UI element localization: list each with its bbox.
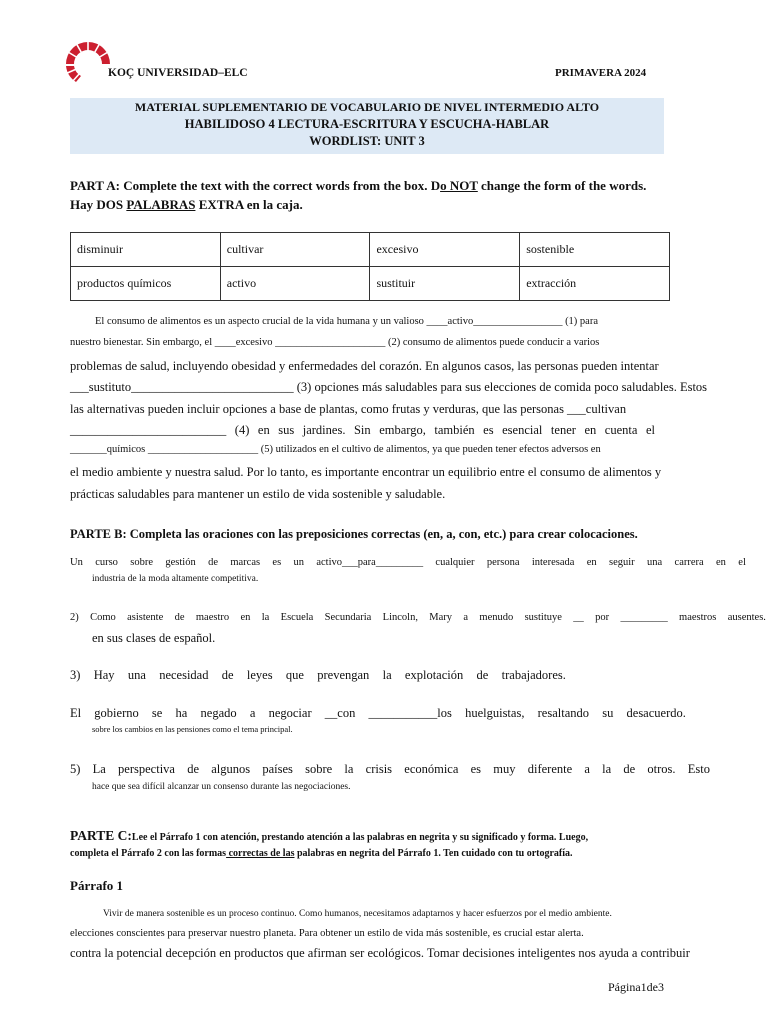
word: es xyxy=(483,423,494,437)
word: negociar xyxy=(268,706,312,720)
word: su xyxy=(602,706,614,720)
word: seguir xyxy=(609,557,635,568)
word: una xyxy=(647,557,663,568)
word: 5) xyxy=(70,762,81,776)
word: perspectiva xyxy=(118,762,175,776)
word: carrera xyxy=(674,557,704,568)
word: ___________los xyxy=(368,706,452,720)
paragraph-line: El consumo de alimentos es un aspecto crucial de la vida humana y un valioso ____activo_________________ (1) para xyxy=(95,316,599,327)
word: la xyxy=(261,612,270,623)
word: sobre xyxy=(130,557,154,568)
word: en xyxy=(584,423,597,437)
word: otros. xyxy=(647,762,676,776)
word: la xyxy=(382,668,392,682)
word: Como xyxy=(90,612,116,623)
word: la xyxy=(602,762,612,776)
word: en xyxy=(716,557,726,568)
word: La xyxy=(92,762,106,776)
word: huelguistas, xyxy=(465,706,525,720)
word: de xyxy=(476,668,489,682)
word: __con xyxy=(324,706,356,720)
title-line-1: MATERIAL SUPLEMENTARIO DE VOCABULARIO DE NIVEL INTERMEDIO ALTO xyxy=(134,100,600,114)
word: cualquier xyxy=(435,557,475,568)
word: marcas xyxy=(230,557,261,568)
word: Un xyxy=(70,557,83,568)
word: de xyxy=(221,668,234,682)
word: resaltando xyxy=(537,706,590,720)
word: _________________________ xyxy=(70,423,227,437)
word-cell: excesivo xyxy=(370,233,520,267)
word: (4) xyxy=(234,423,250,437)
word: Lincoln, xyxy=(382,612,418,623)
paragraph-line: ___sustituto__________________________ (3) opciones más saludables para sus elecciones de comida poco saludables. Estos xyxy=(70,380,708,394)
word: sustituye xyxy=(524,612,562,623)
word: diferente xyxy=(527,762,573,776)
paragraph-line: el medio ambiente y nuestra salud. Por lo tanto, es importante encontrar un equilibrio entre el consumo de alimentos y xyxy=(70,465,662,479)
word: de xyxy=(174,612,185,623)
page-number: Página1de3 xyxy=(608,980,664,994)
word: de xyxy=(187,762,199,776)
word: 3) xyxy=(70,668,81,682)
word: que xyxy=(285,668,304,682)
part-c-instructions-line-1: PARTE C:Lee el Párrafo 1 con atención, prestando atención a las palabras en negrita y su significado y forma. Luego, xyxy=(70,828,589,843)
part-b-instructions: PARTE B: Completa las oraciones con las preposiciones correctas (en, a, con, etc.) para crear colocaciones. xyxy=(70,527,638,541)
word: leyes xyxy=(246,668,273,682)
word: cuenta xyxy=(604,423,638,437)
word: interesada xyxy=(531,557,575,568)
word: en xyxy=(240,612,251,623)
word: jardines. xyxy=(302,423,346,437)
paragraph-1-line: Vivir de manera sostenible es un proceso continuo. Como humanos, necesitamos adaptarnos y hacer esfuerzos por el medio ambiente. xyxy=(103,909,612,919)
paragraph-1-line: elecciones conscientes para preservar nuestro planeta. Para obtener un estilo de vida más sostenible, es crucial estar alerta. xyxy=(70,928,584,939)
word: el xyxy=(738,557,746,568)
part-c-instructions-line-2: completa el Párrafo 2 con las formas correctas de las palabras en negrita del Párrafo 1. Ten cuidado con tu ortografía. xyxy=(70,848,573,859)
word-cell: sustituir xyxy=(370,267,520,301)
paragraph-1-heading: Párrafo 1 xyxy=(70,878,124,893)
word: es xyxy=(272,557,282,568)
word: maestros xyxy=(679,612,717,623)
word: ha xyxy=(175,706,188,720)
word: negado xyxy=(200,706,237,720)
paragraph-line xyxy=(70,423,655,438)
word: a xyxy=(249,706,256,720)
word: menudo xyxy=(479,612,514,623)
word: trabajadores. xyxy=(501,668,566,682)
word: Escuela xyxy=(280,612,314,623)
word: a xyxy=(463,612,469,623)
word: El xyxy=(70,706,82,720)
word-cell: activo xyxy=(220,267,370,301)
word: necesidad xyxy=(159,668,209,682)
word: de xyxy=(623,762,636,776)
part-a-instructions: PART A: Complete the text with the correct words from the box. Do NOT change the form of the words. Hay DOS PALABRAS EXTRA en la caja. xyxy=(70,178,647,212)
word: sobre xyxy=(305,762,333,776)
title-line-3: WORDLIST: UNIT 3 xyxy=(309,134,425,148)
paragraph-line: las alternativas pueden incluir opciones a base de plantas, como frutas y verduras, que las personas ___cultivan xyxy=(70,402,627,416)
word: a xyxy=(584,762,590,776)
word: _________ xyxy=(620,612,668,623)
word: Mary xyxy=(429,612,453,623)
word: un xyxy=(293,557,304,568)
word: crisis xyxy=(365,762,393,776)
word: algunos xyxy=(211,762,251,776)
word-cell: cultivar xyxy=(220,233,370,267)
word: Esto xyxy=(687,762,710,776)
sentence-4-line-1 xyxy=(70,706,686,721)
koc-university-logo-icon xyxy=(62,38,114,84)
paragraph-1-line: contra la potencial decepción en productos que afirman ser ecológicos. Tomar decisiones inteligentes nos ayuda a contribuir xyxy=(70,946,690,960)
word: económica xyxy=(404,762,459,776)
word: ausentes. xyxy=(727,612,766,623)
paragraph-line: prácticas saludables para mantener un estilo de vida sostenible y saludable. xyxy=(70,487,446,501)
word: curso xyxy=(95,557,118,568)
title-line-2: HABILIDOSO 4 LECTURA-ESCRITURA Y ESCUCHA-HABLAR xyxy=(184,117,550,131)
word: activo___para_________ xyxy=(316,557,424,568)
paragraph-line: _______químicos _____________________ (5) utilizados en el cultivo de alimentos, ya que pueden tener efectos adversos en xyxy=(70,444,601,455)
word: 2) xyxy=(70,612,79,623)
word: se xyxy=(151,706,163,720)
sentence-1-line-1 xyxy=(70,557,746,568)
word: gobierno xyxy=(94,706,139,720)
word: asistente xyxy=(127,612,164,623)
word-cell: productos químicos xyxy=(71,267,221,301)
word: esencial xyxy=(502,423,543,437)
word: maestro xyxy=(195,612,230,623)
word: embargo, xyxy=(379,423,426,437)
word-box xyxy=(70,232,670,301)
word: Secundaria xyxy=(324,612,372,623)
word-cell: disminuir xyxy=(71,233,221,267)
word: gestión xyxy=(165,557,196,568)
word: de xyxy=(208,557,218,568)
word: en xyxy=(257,423,270,437)
sentence-5-line-2: hace que sea difícil alcanzar un consenso durante las negociaciones. xyxy=(92,782,351,792)
sentence-5-line-1 xyxy=(70,762,710,777)
sentence-2-line-2: en sus clases de español. xyxy=(92,631,216,645)
paragraph-line: problemas de salud, incluyendo obesidad y enfermedades del corazón. En algunos casos, las personas pueden intentar xyxy=(70,359,659,373)
paragraph-line: nuestro bienestar. Sin embargo, el ____excesivo _____________________ (2) consumo de alimentos puede conducir a varios xyxy=(70,337,600,348)
word: el xyxy=(645,423,655,437)
word: en xyxy=(586,557,597,568)
word-cell: extracción xyxy=(520,267,670,301)
word: sus xyxy=(278,423,295,437)
word: la xyxy=(344,762,354,776)
word: es xyxy=(470,762,482,776)
sentence-2-line-1 xyxy=(70,612,766,623)
word: por xyxy=(595,612,610,623)
document-title-box xyxy=(70,98,664,154)
word: desacuerdo. xyxy=(626,706,686,720)
word-cell: sostenible xyxy=(520,233,670,267)
word: explotación xyxy=(404,668,464,682)
term-label: PRIMAVERA 2024 xyxy=(555,67,647,79)
sentence-4-line-2: sobre los cambios en las pensiones como el tema principal. xyxy=(92,724,293,734)
word: países xyxy=(262,762,293,776)
word: también xyxy=(434,423,475,437)
word: muy xyxy=(493,762,516,776)
word: __ xyxy=(573,612,584,623)
word: tener xyxy=(550,423,576,437)
word: una xyxy=(127,668,146,682)
sentence-3-line-1 xyxy=(70,668,566,683)
sentence-1-line-2: industria de la moda altamente competitiva. xyxy=(92,574,259,584)
word: prevengan xyxy=(317,668,370,682)
word: Hay xyxy=(93,668,115,682)
word: Sin xyxy=(353,423,371,437)
institution-name: KOÇ UNIVERSIDAD–ELC xyxy=(108,67,248,79)
word: persona xyxy=(486,557,520,568)
